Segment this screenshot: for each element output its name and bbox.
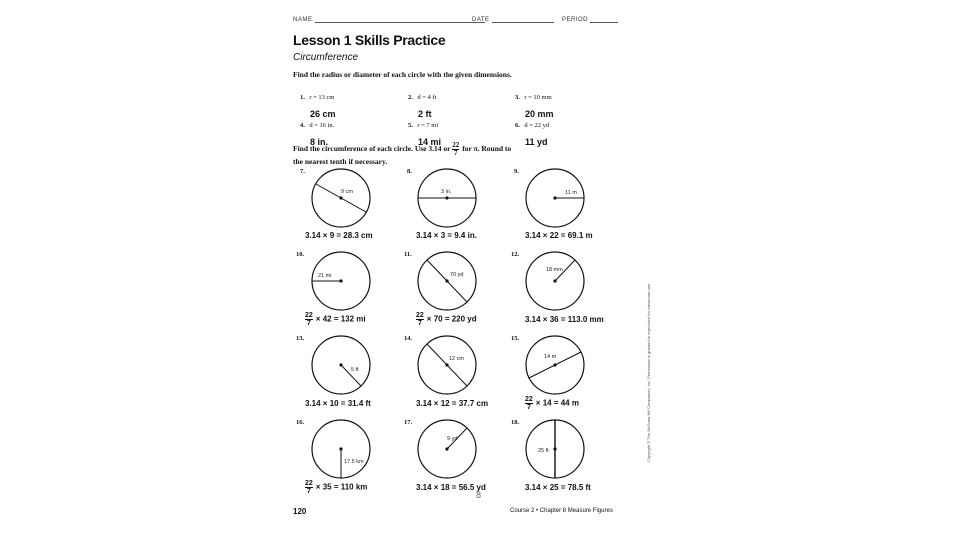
problem-12-number: 12.	[511, 251, 520, 258]
answer-10: $\frac{22}{7}$ × 42 = 132 mi	[305, 312, 366, 327]
label-18: 25 ft	[538, 448, 549, 454]
answer-8: 3.14 × 3 = 9.4 in.	[416, 231, 477, 240]
answer-14: 3.14 × 12 = 37.7 cm	[416, 399, 489, 408]
answer-12: 3.14 × 36 = 113.0 mm	[525, 315, 604, 324]
problem-17-number: 17.	[404, 419, 413, 426]
answer-17: 3.14 × 18 = 56.5 yd	[416, 483, 486, 492]
problem-13-number: 13.	[296, 335, 305, 342]
problem-7-number: 7.	[300, 168, 305, 175]
label-10: 21 mi	[318, 273, 332, 279]
problem-11-number: 11.	[404, 251, 412, 258]
problem-1: 1. r = 13 cm 26 cm	[300, 94, 336, 119]
label-11: 70 yd	[450, 272, 464, 278]
answer-11: $\frac{22}{7}$ × 70 = 220 yd	[416, 312, 477, 327]
problem-5: 5. r = 7 mi 14 mi	[408, 122, 442, 147]
slide-number: 8	[476, 490, 482, 500]
answer-18: 3.14 × 25 = 78.5 ft	[525, 483, 591, 492]
label-16: 17.5 km	[344, 459, 364, 465]
label-7: 9 cm	[341, 189, 353, 195]
problem-15-number: 15.	[511, 335, 520, 342]
answer-7: 3.14 × 9 = 28.3 cm	[305, 231, 373, 240]
problem-3: 3. r = 10 mm 20 mm	[515, 94, 554, 119]
answer-9: 3.14 × 22 = 69.1 m	[525, 231, 593, 240]
label-12: 18 mm	[546, 267, 563, 273]
period-field: PERIOD	[562, 16, 618, 23]
label-15: 14 m	[544, 354, 557, 360]
label-17: 9 yd	[447, 436, 458, 442]
page-subtitle: Circumference	[293, 52, 359, 63]
course-footer: Course 2 • Chapter 8 Measure Figures	[510, 508, 613, 514]
answer-16: $\frac{22}{7}$ × 35 = 110 km	[305, 480, 368, 495]
label-9: 11 m	[565, 190, 577, 196]
problem-2: 2. d = 4 ft 2 ft	[408, 94, 437, 119]
page-title: Lesson 1 Skills Practice	[293, 32, 446, 48]
label-8: 3 in.	[441, 189, 452, 195]
problem-18-number: 18.	[511, 419, 520, 426]
answer-15: $\frac{22}{7}$ × 14 = 44 m	[525, 396, 579, 411]
name-field: NAME	[293, 16, 485, 23]
problem-6: 6. d = 22 yd 11 yd	[515, 122, 550, 147]
problem-10-number: 10.	[296, 251, 305, 258]
problem-8-number: 8.	[407, 168, 412, 175]
problem-16-number: 16.	[296, 419, 305, 426]
copyright-side-text: Copyright © The McGraw-Hill Companies, Inc. Permission is granted to reproduce for classroom use.	[646, 283, 651, 462]
problem-4: 4. d = 16 in. 8 in.	[300, 122, 335, 147]
date-field: DATE	[472, 16, 554, 23]
label-14: 12 cm	[449, 356, 464, 362]
label-13: 5 ft	[351, 367, 359, 373]
section1-instructions: Find the radius or diameter of each circle with the given dimensions.	[293, 70, 512, 79]
problem-9-number: 9.	[514, 168, 519, 175]
answer-13: 3.14 × 10 = 31.4 ft	[305, 399, 371, 408]
section2-instructions: Find the circumference of each circle. Use 3.14 or $\frac{22}{7}$ for π. Round to the nearest tenth if necessary.	[293, 141, 512, 166]
page-number: 120	[293, 507, 307, 516]
problem-14-number: 14.	[404, 335, 413, 342]
